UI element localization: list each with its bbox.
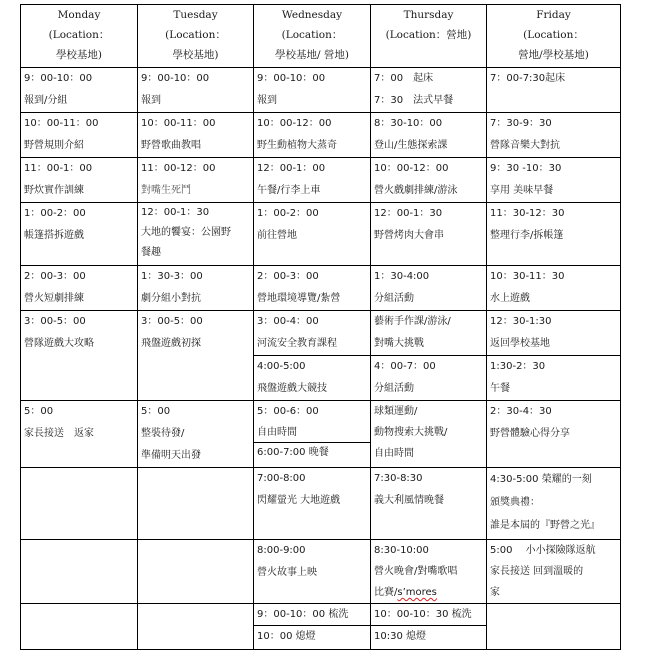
activity: 營地環境導覽/紮營 bbox=[257, 293, 341, 304]
cell-tuesday bbox=[138, 468, 254, 540]
header-wednesday bbox=[254, 5, 371, 68]
cell-friday bbox=[487, 356, 621, 401]
activity: 營火戲劇排練/游泳 bbox=[374, 185, 458, 196]
cell-thursday bbox=[371, 356, 487, 401]
activity: 登山/生態探索課 bbox=[374, 140, 448, 151]
day-name: Thursday bbox=[403, 9, 454, 21]
location-label: (Location： bbox=[281, 29, 343, 41]
header-monday bbox=[21, 5, 138, 68]
cell-friday bbox=[487, 311, 621, 356]
activity: 水上遊戲 bbox=[490, 293, 530, 304]
location-place: 營地/學校基地) bbox=[518, 49, 589, 61]
camp-schedule-table bbox=[20, 4, 621, 650]
header-thursday bbox=[371, 5, 487, 68]
cell-friday bbox=[487, 158, 621, 203]
location-place: 學校基地) bbox=[55, 49, 103, 61]
cell-friday bbox=[487, 540, 621, 604]
cell-friday bbox=[487, 468, 621, 540]
time-slot: 5：00 bbox=[141, 406, 171, 417]
activity: 營火短劇排練 bbox=[24, 293, 84, 304]
location-label: (Location： bbox=[165, 29, 226, 41]
sub-cell bbox=[254, 443, 370, 463]
schedule-row bbox=[21, 311, 621, 356]
time-slot: 3：00-4：00 bbox=[257, 316, 319, 327]
header-friday bbox=[487, 5, 621, 68]
cell-tuesday bbox=[138, 266, 254, 311]
activity: 7：00 起床 bbox=[374, 73, 434, 84]
activity: 分組活動 bbox=[374, 293, 414, 304]
day-name: Tuesday bbox=[173, 9, 218, 21]
activity: 午餐 bbox=[490, 383, 510, 394]
activity: 10：00 熄燈 bbox=[257, 631, 316, 642]
cell-thursday bbox=[371, 203, 487, 266]
cell-friday bbox=[487, 203, 621, 266]
cell-thursday bbox=[371, 68, 487, 113]
location-label: (Location：營地) bbox=[385, 29, 472, 41]
cell-tuesday bbox=[138, 113, 254, 158]
activity: 午餐/行李上車 bbox=[257, 185, 321, 196]
time-slot: 4：00-7：00 bbox=[374, 361, 436, 372]
schedule-row bbox=[21, 604, 621, 650]
time-slot: 7:30-8:30 bbox=[374, 473, 423, 484]
cell-friday bbox=[487, 68, 621, 113]
activity: 前往營地 bbox=[257, 230, 297, 241]
activity: 劇分組小對抗 bbox=[141, 293, 201, 304]
schedule-row bbox=[21, 468, 621, 540]
activity: 6:00-7:00 晚餐 bbox=[257, 447, 329, 458]
activity: 家 bbox=[490, 587, 500, 598]
time-slot: 9：00-10：00 bbox=[141, 73, 210, 84]
cell-friday bbox=[487, 266, 621, 311]
activity: 藝術手作課/游泳/ bbox=[374, 316, 451, 327]
schedule-row bbox=[21, 68, 621, 113]
activity: 閃耀螢光 大地遊戲 bbox=[257, 495, 341, 506]
activity: 營火故事上映 bbox=[257, 567, 317, 578]
cell-wednesday bbox=[254, 266, 371, 311]
activity: 飛盤遊戲大競技 bbox=[257, 383, 327, 394]
location-label: (Location： bbox=[48, 29, 110, 41]
activity: 10：00-10：30 梳洗 bbox=[374, 609, 472, 620]
activity: 動物搜索大挑戰/ bbox=[374, 427, 448, 438]
cell-thursday bbox=[371, 604, 487, 650]
activity: 頒獎典禮： bbox=[490, 497, 540, 508]
cell-monday bbox=[21, 604, 138, 650]
time-slot: 1：30-4:00 bbox=[374, 271, 430, 282]
time-slot: 3：00-5：00 bbox=[141, 316, 203, 327]
activity: 營隊音樂大對抗 bbox=[490, 140, 560, 151]
activity: 整裝待發/ bbox=[141, 428, 185, 439]
time-slot: 2：00-3：00 bbox=[257, 271, 319, 282]
cell-wednesday bbox=[254, 203, 371, 266]
activity: 對嘴生死鬥 bbox=[141, 185, 191, 196]
time-slot: 10：00-11：00 bbox=[141, 118, 216, 129]
cell-monday bbox=[21, 311, 138, 401]
cell-monday bbox=[21, 68, 138, 113]
time-slot: 10：00-12：00 bbox=[374, 163, 449, 174]
time-slot: 7:00-8:00 bbox=[257, 473, 306, 484]
time-slot: 4:00-5:00 bbox=[257, 361, 306, 372]
cell-wednesday bbox=[254, 68, 371, 113]
activity: 野炊實作訓練 bbox=[24, 185, 84, 196]
time-slot: 5：00 bbox=[24, 406, 54, 417]
cell-wednesday bbox=[254, 158, 371, 203]
cell-wednesday bbox=[254, 540, 371, 604]
time-slot: 12：00-1：30 bbox=[374, 208, 443, 219]
sub-cell bbox=[254, 626, 370, 648]
time-slot: 1：00-2：00 bbox=[257, 208, 319, 219]
location-place: 學校基地/ 營地) bbox=[275, 49, 349, 61]
activity: 家長接送 返家 bbox=[24, 428, 94, 439]
time-slot: 2：00-3：00 bbox=[24, 271, 86, 282]
activity: 營火晚會/對嘴歌唱 bbox=[374, 566, 458, 577]
schedule-row bbox=[21, 158, 621, 203]
activity: 分組活動 bbox=[374, 383, 414, 394]
cell-monday bbox=[21, 266, 138, 311]
cell-thursday bbox=[371, 113, 487, 158]
activity: 自由時間 bbox=[257, 427, 297, 438]
time-slot: 8：30-10：00 bbox=[374, 118, 443, 129]
cell-monday bbox=[21, 113, 138, 158]
activity: 報到 bbox=[141, 95, 161, 106]
sub-cell bbox=[371, 626, 486, 648]
sub-cell bbox=[371, 604, 486, 626]
schedule-row bbox=[21, 113, 621, 158]
cell-wednesday bbox=[254, 604, 371, 650]
cell-thursday bbox=[371, 266, 487, 311]
cell-thursday bbox=[371, 311, 487, 356]
time-slot: 11：30-12：30 bbox=[490, 208, 565, 219]
cell-friday bbox=[487, 401, 621, 468]
cell-wednesday bbox=[254, 113, 371, 158]
day-name: Wednesday bbox=[281, 9, 343, 21]
activity: 9：00-10：00 梳洗 bbox=[257, 609, 349, 620]
sub-cell bbox=[254, 401, 370, 443]
activity: 營隊遊戲大攻略 bbox=[24, 338, 94, 349]
activity: 誰是本屆的『野營之光』 bbox=[490, 520, 600, 531]
activity: 報到 bbox=[257, 95, 277, 106]
time-slot: 11：00-1：00 bbox=[24, 163, 93, 174]
activity: 帳篷搭拆遊戲 bbox=[24, 230, 84, 241]
activity: 大地的饗宴：公園野 bbox=[141, 227, 231, 238]
cell-wednesday bbox=[254, 468, 371, 540]
time-slot: 3：00-5：00 bbox=[24, 316, 86, 327]
location-label: (Location： bbox=[523, 29, 584, 41]
activity: 準備明天出發 bbox=[141, 450, 201, 461]
time-slot: 10：00-11：00 bbox=[24, 118, 99, 129]
time-slot: 9：30 -10：30 bbox=[490, 163, 562, 174]
activity: 野營歌曲教唱 bbox=[141, 140, 201, 151]
time-slot: 1：00-2：00 bbox=[24, 208, 86, 219]
cell-friday bbox=[487, 113, 621, 158]
activity: 自由時間 bbox=[374, 448, 414, 459]
cell-monday bbox=[21, 540, 138, 604]
activity: 10:30 熄燈 bbox=[374, 631, 426, 642]
cell-tuesday bbox=[138, 158, 254, 203]
header-row bbox=[21, 5, 621, 68]
cell-monday bbox=[21, 468, 138, 540]
time-slot: 10：30-11：30 bbox=[490, 271, 565, 282]
activity: 5:00 小小探險隊返航 bbox=[490, 545, 596, 556]
activity: 野生動植物大蒸奇 bbox=[257, 140, 337, 151]
cell-thursday bbox=[371, 401, 487, 468]
time-slot: 12：00-1：00 bbox=[257, 163, 326, 174]
activity: 河流安全教育課程 bbox=[257, 338, 337, 349]
activity: 飛盤遊戲初探 bbox=[141, 338, 201, 349]
cell-tuesday bbox=[138, 401, 254, 468]
activity: 野營烤肉大會串 bbox=[374, 230, 444, 241]
cell-tuesday bbox=[138, 68, 254, 113]
cell-thursday bbox=[371, 540, 487, 604]
activity: 4:30-5:00 榮耀的一刻 bbox=[490, 474, 592, 485]
activity: 對嘴大挑戰 bbox=[374, 338, 424, 349]
activity bbox=[374, 582, 486, 603]
activity: 球類運動/ bbox=[374, 406, 418, 417]
schedule-row bbox=[21, 401, 621, 468]
schedule-row bbox=[21, 203, 621, 266]
location-place: 學校基地) bbox=[172, 49, 219, 61]
activity: 餐趣 bbox=[141, 247, 161, 258]
activity: 野營體驗心得分享 bbox=[490, 428, 570, 439]
activity: 7：00-7:30起床 bbox=[490, 73, 566, 84]
cell-tuesday bbox=[138, 604, 254, 650]
cell-thursday bbox=[371, 158, 487, 203]
activity: 報到/分組 bbox=[24, 95, 68, 106]
time-slot: 10：00-12：00 bbox=[257, 118, 332, 129]
cell-friday bbox=[487, 604, 621, 650]
activity: 野營規則介紹 bbox=[24, 140, 84, 151]
activity: 整理行李/拆帳篷 bbox=[490, 230, 564, 241]
cell-monday bbox=[21, 401, 138, 468]
activity: 返回學校基地 bbox=[490, 338, 550, 349]
time-slot: 1:30-2：30 bbox=[490, 361, 546, 372]
schedule-row bbox=[21, 540, 621, 604]
cell-tuesday bbox=[138, 540, 254, 604]
day-name: Friday bbox=[536, 9, 571, 21]
time-slot: 9：00-10：00 bbox=[257, 73, 326, 84]
time-slot: 7：30-9：30 bbox=[490, 118, 552, 129]
cell-tuesday bbox=[138, 311, 254, 401]
time-slot: 5：00-6：00 bbox=[257, 406, 319, 417]
time-slot: 9：00-10：00 bbox=[24, 73, 93, 84]
cell-wednesday bbox=[254, 356, 371, 401]
time-slot: 12：30-1:30 bbox=[490, 316, 552, 327]
day-name: Monday bbox=[57, 9, 101, 21]
sub-cell bbox=[254, 604, 370, 626]
time-slot: 8:00-9:00 bbox=[257, 545, 306, 556]
cell-thursday bbox=[371, 468, 487, 540]
cell-monday bbox=[21, 203, 138, 266]
activity: 家長接送 回到溫暖的 bbox=[490, 566, 584, 577]
activity: 7：30 法式早餐 bbox=[374, 95, 454, 106]
cell-tuesday bbox=[138, 203, 254, 266]
cell-wednesday bbox=[254, 401, 371, 468]
cell-wednesday bbox=[254, 311, 371, 356]
time-slot: 8:30-10:00 bbox=[374, 545, 429, 556]
activity: 義大利風情晚餐 bbox=[374, 495, 444, 506]
activity: 享用 美味早餐 bbox=[490, 185, 554, 196]
cell-monday bbox=[21, 158, 138, 203]
schedule-row bbox=[21, 266, 621, 311]
smores-text: s’mores bbox=[397, 587, 437, 598]
time-slot: 1：30-3：00 bbox=[141, 271, 203, 282]
time-slot: 2：30-4：30 bbox=[490, 406, 552, 417]
time-slot: 12：00-1：30 bbox=[141, 207, 210, 218]
activity-prefix: 比賽/ bbox=[374, 587, 398, 598]
time-slot: 11：00-12：00 bbox=[141, 163, 216, 174]
header-tuesday bbox=[138, 5, 254, 68]
